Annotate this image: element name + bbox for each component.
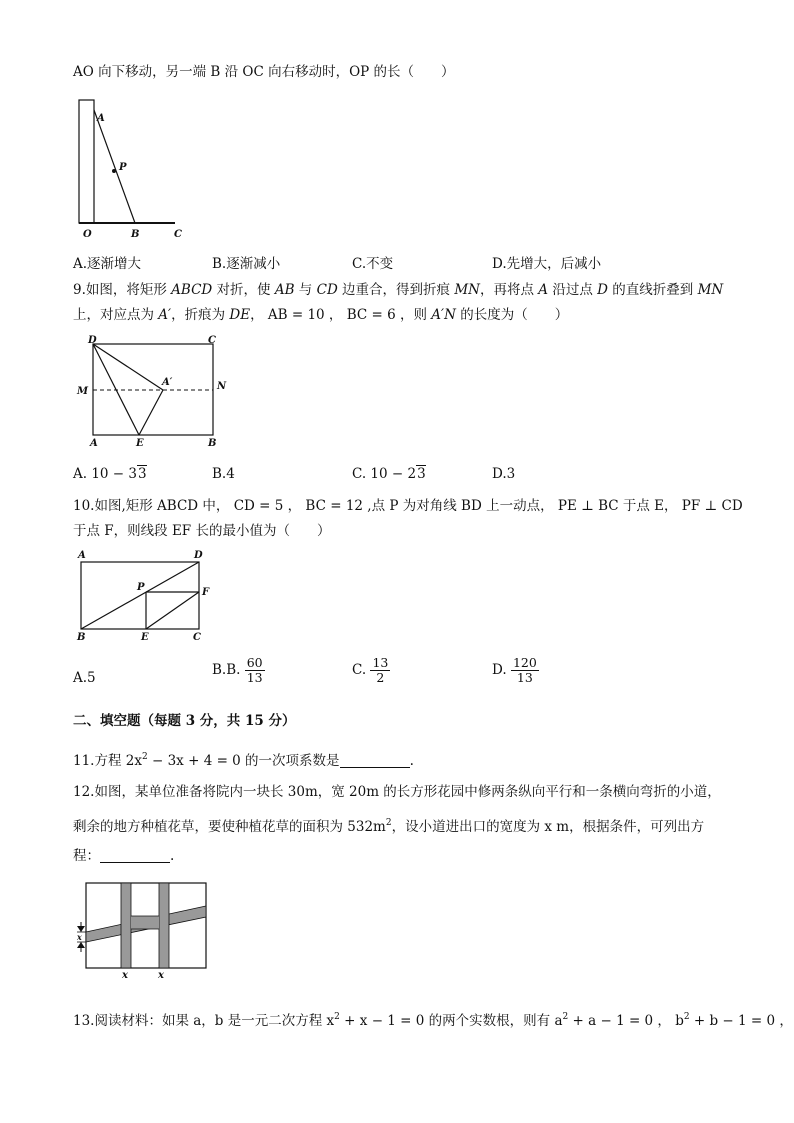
q10-option-c: C. $\frac{13}{2}$ [352, 655, 389, 685]
q10-label-b: B [77, 632, 86, 643]
q8-option-b: B.逐渐减小 [212, 256, 281, 272]
section-title: 二、填空题（每题 3 分，共 15 分） [73, 713, 296, 729]
q8-point-p [112, 169, 116, 173]
q10-option-d: D. $\frac{120}{13}$ [492, 655, 537, 685]
q9-label-b: B [208, 438, 217, 449]
q9-option-c: C. 10 − 23 [352, 466, 426, 482]
q9-label-d: D [88, 335, 97, 346]
q8-label-a: A [97, 113, 105, 124]
q10-label-e: E [141, 632, 149, 643]
q9-label-n: N [217, 381, 227, 392]
q11-stem: 11.方程 $2x^2 - 3x + 4 = 0$ 的一次项系数是 . [73, 752, 414, 769]
q8-figure [75, 95, 195, 240]
q10-label-p: P [137, 582, 145, 593]
q12-stem-line1: 12.如图，某单位准备将院内一块长 30m，宽 20m 的长方形花园中修两条纵向平行和一条横向弯折的小道， [73, 784, 721, 800]
q9-figure [75, 333, 240, 453]
q10-stem-line2: 于点 F，则线段 EF 长的最小值为（ ） [73, 523, 331, 539]
q12-stem-line2: 剩余的地方种植花草，要使种植花草的面积为 $532m^2$，设小道进出口的宽度为 x m，根据条件，可列出方 [73, 818, 705, 835]
q9-option-b: B.4 [212, 466, 235, 482]
q8-option-a: A.逐渐增大 [73, 256, 142, 272]
q8-label-p: P [119, 162, 127, 173]
q12-label-x2: x [158, 970, 164, 981]
q8-label-c: C [174, 229, 182, 240]
q8-stem: AO 向下移动，另一端 B 沿 OC 向右移动时，OP 的长（ ） [73, 64, 455, 80]
q10-diagonal-bd [81, 562, 199, 629]
q12-path-cross [131, 916, 159, 929]
q10-segment-ef [146, 592, 199, 629]
q8-ladder [94, 110, 135, 223]
q8-wall [79, 100, 94, 223]
q9-option-a: A. 10 − 33 [73, 466, 147, 482]
q10-stem-line1: 10.如图,矩形 ABCD 中， CD = 5 ， BC = 12 ,点 P 为对角线 BD 上一动点， PE ⊥ BC 于点 E， PF ⊥ CD [73, 498, 743, 514]
q10-option-a: A.5 [73, 670, 96, 686]
q9-stem-line1: 9.如图，将矩形 ABCD 对折，使 AB 与 CD 边重合，得到折痕 MN，再将点 A 沿过点 D 的直线折叠到 MN [73, 282, 724, 298]
q10-label-f: F [202, 587, 210, 598]
q12-label-x1: x [122, 970, 128, 981]
q12-label-x-left: x [77, 932, 82, 942]
q9-label-ap: A′ [162, 377, 173, 388]
q9-stem-line2: 上，对应点为 A′，折痕为 DE， AB = 10 ， BC = 6 ，则 A′N 的长度为（ ） [73, 307, 569, 323]
q9-option-d: D.3 [492, 466, 516, 482]
q9-label-c: C [208, 335, 216, 346]
q10-label-a: A [78, 550, 86, 561]
q9-label-m: M [77, 386, 89, 397]
q10-label-c: C [193, 632, 201, 643]
q13-stem: 13.阅读材料：如果 a，b 是一元二次方程 $x^2 + x - 1 = 0$ 的两个实数根，则有 $a^2 + a - 1 = 0$ ， $b^2 + b - 1 = 0$ ， [73, 1012, 793, 1029]
q9-label-a: A [90, 438, 98, 449]
q9-line-ae [139, 390, 163, 435]
q10-label-d: D [194, 550, 203, 561]
q9-line-de [93, 344, 139, 435]
q12-path-vertical-2 [159, 883, 169, 968]
q9-label-e: E [136, 438, 144, 449]
q8-option-c: C.不变 [352, 256, 394, 272]
q10-figure [75, 548, 220, 648]
q12-stem-line3: 程： . [73, 848, 175, 864]
q8-option-d: D.先增大，后减小 [492, 256, 602, 272]
q8-label-b: B [131, 229, 140, 240]
q8-label-o: O [83, 229, 92, 240]
q12-path-vertical-1 [121, 883, 131, 968]
q10-option-b: B.B. $\frac{60}{13}$ [212, 655, 263, 685]
q12-answer-blank[interactable] [100, 848, 170, 863]
q11-answer-blank[interactable] [340, 753, 410, 768]
q9-line-da [93, 344, 163, 390]
q12-figure [74, 880, 214, 980]
